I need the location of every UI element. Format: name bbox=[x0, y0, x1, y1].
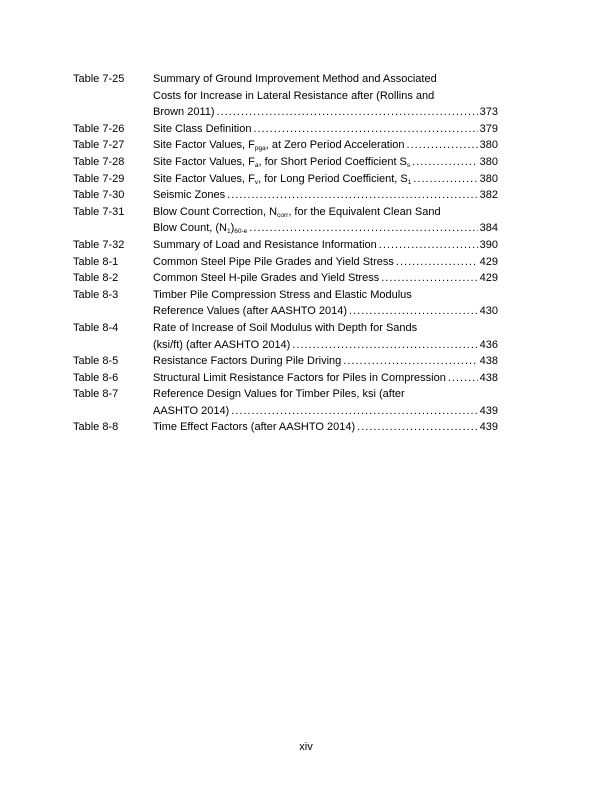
entry-description bbox=[153, 204, 498, 237]
entry-description bbox=[153, 287, 498, 320]
table-number: Table 8-7 bbox=[73, 388, 119, 401]
entry-description bbox=[153, 353, 498, 370]
table-number: Table 7-26 bbox=[73, 122, 125, 135]
table-number: Table 7-28 bbox=[73, 155, 125, 168]
entry-title: Summary of Load and Resistance Information bbox=[153, 238, 377, 251]
entry-title: Reference Values (after AASHTO 2014) bbox=[153, 305, 348, 318]
dot-leader bbox=[253, 121, 477, 138]
page-number: 382 bbox=[479, 189, 498, 202]
dot-leader bbox=[357, 419, 477, 436]
page-number: 436 bbox=[479, 338, 498, 351]
dot-leader bbox=[227, 187, 478, 204]
page-number: 438 bbox=[479, 371, 498, 384]
table-number: Table 8-6 bbox=[73, 371, 119, 384]
entry-title: Brown 2011) bbox=[153, 106, 215, 119]
page-number: 384 bbox=[479, 222, 498, 235]
dot-leader bbox=[379, 237, 478, 254]
table-number: Table 7-31 bbox=[73, 205, 125, 218]
entry-description bbox=[153, 320, 498, 353]
table-number: Table 8-8 bbox=[73, 421, 119, 434]
entry-description bbox=[153, 419, 498, 436]
entry-title: Blow Count, $(N_1)_{60-e}$ bbox=[153, 222, 248, 236]
dot-leader bbox=[231, 403, 477, 420]
toc-entry[interactable] bbox=[73, 254, 498, 271]
page-number: 380 bbox=[479, 155, 498, 168]
entry-title-line: Costs for Increase in Lateral Resistance after (Rollins and bbox=[153, 89, 435, 102]
entry-title-line: Summary of Ground Improvement Method and Associated bbox=[153, 73, 437, 85]
dot-leader bbox=[412, 154, 478, 171]
toc-entry[interactable] bbox=[73, 137, 498, 154]
page-number: 373 bbox=[479, 106, 498, 119]
entry-description bbox=[153, 187, 498, 204]
entry-title-line: Rate of Increase of Soil Modulus with Depth for Sands bbox=[153, 321, 418, 334]
table-number: Table 8-5 bbox=[73, 355, 119, 368]
table-number: Table 8-2 bbox=[73, 272, 119, 285]
entry-description bbox=[153, 270, 498, 287]
page-number: 439 bbox=[479, 404, 498, 417]
toc-entry[interactable] bbox=[73, 237, 498, 254]
entry-title: Structural Limit Resistance Factors for Piles in Compression bbox=[153, 371, 446, 384]
entry-title: Resistance Factors During Pile Driving bbox=[153, 355, 342, 368]
toc-entry[interactable] bbox=[73, 353, 498, 370]
page-number: 429 bbox=[479, 272, 498, 285]
entry-description bbox=[153, 254, 498, 271]
entry-title: Site Factor Values, $F_{pga}$, at Zero Period Acceleration bbox=[153, 139, 405, 153]
entry-title-line: Timber Pile Compression Stress and Elastic Modulus bbox=[153, 288, 412, 301]
toc-entry[interactable] bbox=[73, 419, 498, 436]
dot-leader bbox=[396, 254, 478, 271]
table-number: Table 7-32 bbox=[73, 238, 125, 251]
entry-title: Site Class Definition bbox=[153, 122, 252, 135]
entry-description bbox=[153, 154, 498, 171]
dot-leader bbox=[249, 220, 477, 237]
dot-leader bbox=[217, 104, 478, 121]
entry-title: Time Effect Factors (after AASHTO 2014) bbox=[153, 421, 356, 434]
toc-entry[interactable] bbox=[73, 71, 498, 121]
page-number: 438 bbox=[479, 355, 498, 368]
dot-leader bbox=[381, 270, 477, 287]
footer-page-number: xiv bbox=[299, 741, 313, 753]
toc-entry[interactable] bbox=[73, 187, 498, 204]
table-number: Table 8-1 bbox=[73, 255, 119, 268]
toc-entry[interactable] bbox=[73, 204, 498, 237]
entry-title-line: Reference Design Values for Timber Piles, ksi (after bbox=[153, 388, 405, 401]
entry-title: Site Factor Values, $F_a$, for Short Period Coefficient $S_s$ bbox=[153, 155, 411, 169]
entry-description bbox=[153, 171, 498, 188]
page-number: 439 bbox=[479, 421, 498, 434]
entry-title-line: Blow Count Correction, $N_{corr}$, for the Equivalent Clean Sand bbox=[153, 205, 441, 219]
page-number: 380 bbox=[479, 139, 498, 152]
dot-leader bbox=[292, 337, 477, 354]
page-number: 390 bbox=[479, 238, 498, 251]
table-number: Table 8-3 bbox=[73, 288, 119, 301]
dot-leader bbox=[349, 303, 478, 320]
entry-description bbox=[153, 71, 498, 121]
dot-leader bbox=[407, 137, 478, 154]
entry-title: Site Factor Values, $F_v$, for Long Period Coefficient, $S_1$ bbox=[153, 172, 412, 186]
page-number: 380 bbox=[479, 172, 498, 185]
toc-entry[interactable] bbox=[73, 386, 498, 419]
dot-leader bbox=[448, 370, 478, 387]
page-number: 429 bbox=[479, 255, 498, 268]
entry-description bbox=[153, 386, 498, 419]
entry-description bbox=[153, 137, 498, 154]
dot-leader bbox=[343, 353, 477, 370]
toc-entry[interactable] bbox=[73, 270, 498, 287]
table-number: Table 7-30 bbox=[73, 189, 125, 202]
page-number: 379 bbox=[479, 122, 498, 135]
table-number: Table 8-4 bbox=[73, 321, 119, 334]
entry-title: (ksi/ft) (after AASHTO 2014) bbox=[153, 338, 291, 351]
dot-leader bbox=[413, 171, 477, 188]
entry-description bbox=[153, 237, 498, 254]
entry-title: Common Steel Pipe Pile Grades and Yield Stress bbox=[153, 255, 394, 268]
page-number: 430 bbox=[479, 305, 498, 318]
toc-entry[interactable] bbox=[73, 320, 498, 353]
toc-entry[interactable] bbox=[73, 154, 498, 171]
entry-description bbox=[153, 121, 498, 138]
table-number: Table 7-29 bbox=[73, 172, 125, 185]
entry-title: Seismic Zones bbox=[153, 189, 226, 202]
entry-title: AASHTO 2014) bbox=[153, 404, 230, 417]
entry-title: Common Steel H-pile Grades and Yield Stress bbox=[153, 272, 380, 285]
list-of-tables bbox=[73, 71, 498, 436]
table-number: Table 7-25 bbox=[73, 73, 125, 85]
toc-entry[interactable] bbox=[73, 287, 498, 320]
toc-entry[interactable] bbox=[73, 171, 498, 188]
entry-description bbox=[153, 370, 498, 387]
toc-entry[interactable] bbox=[73, 121, 498, 138]
table-number: Table 7-27 bbox=[73, 139, 125, 152]
toc-entry[interactable] bbox=[73, 370, 498, 387]
